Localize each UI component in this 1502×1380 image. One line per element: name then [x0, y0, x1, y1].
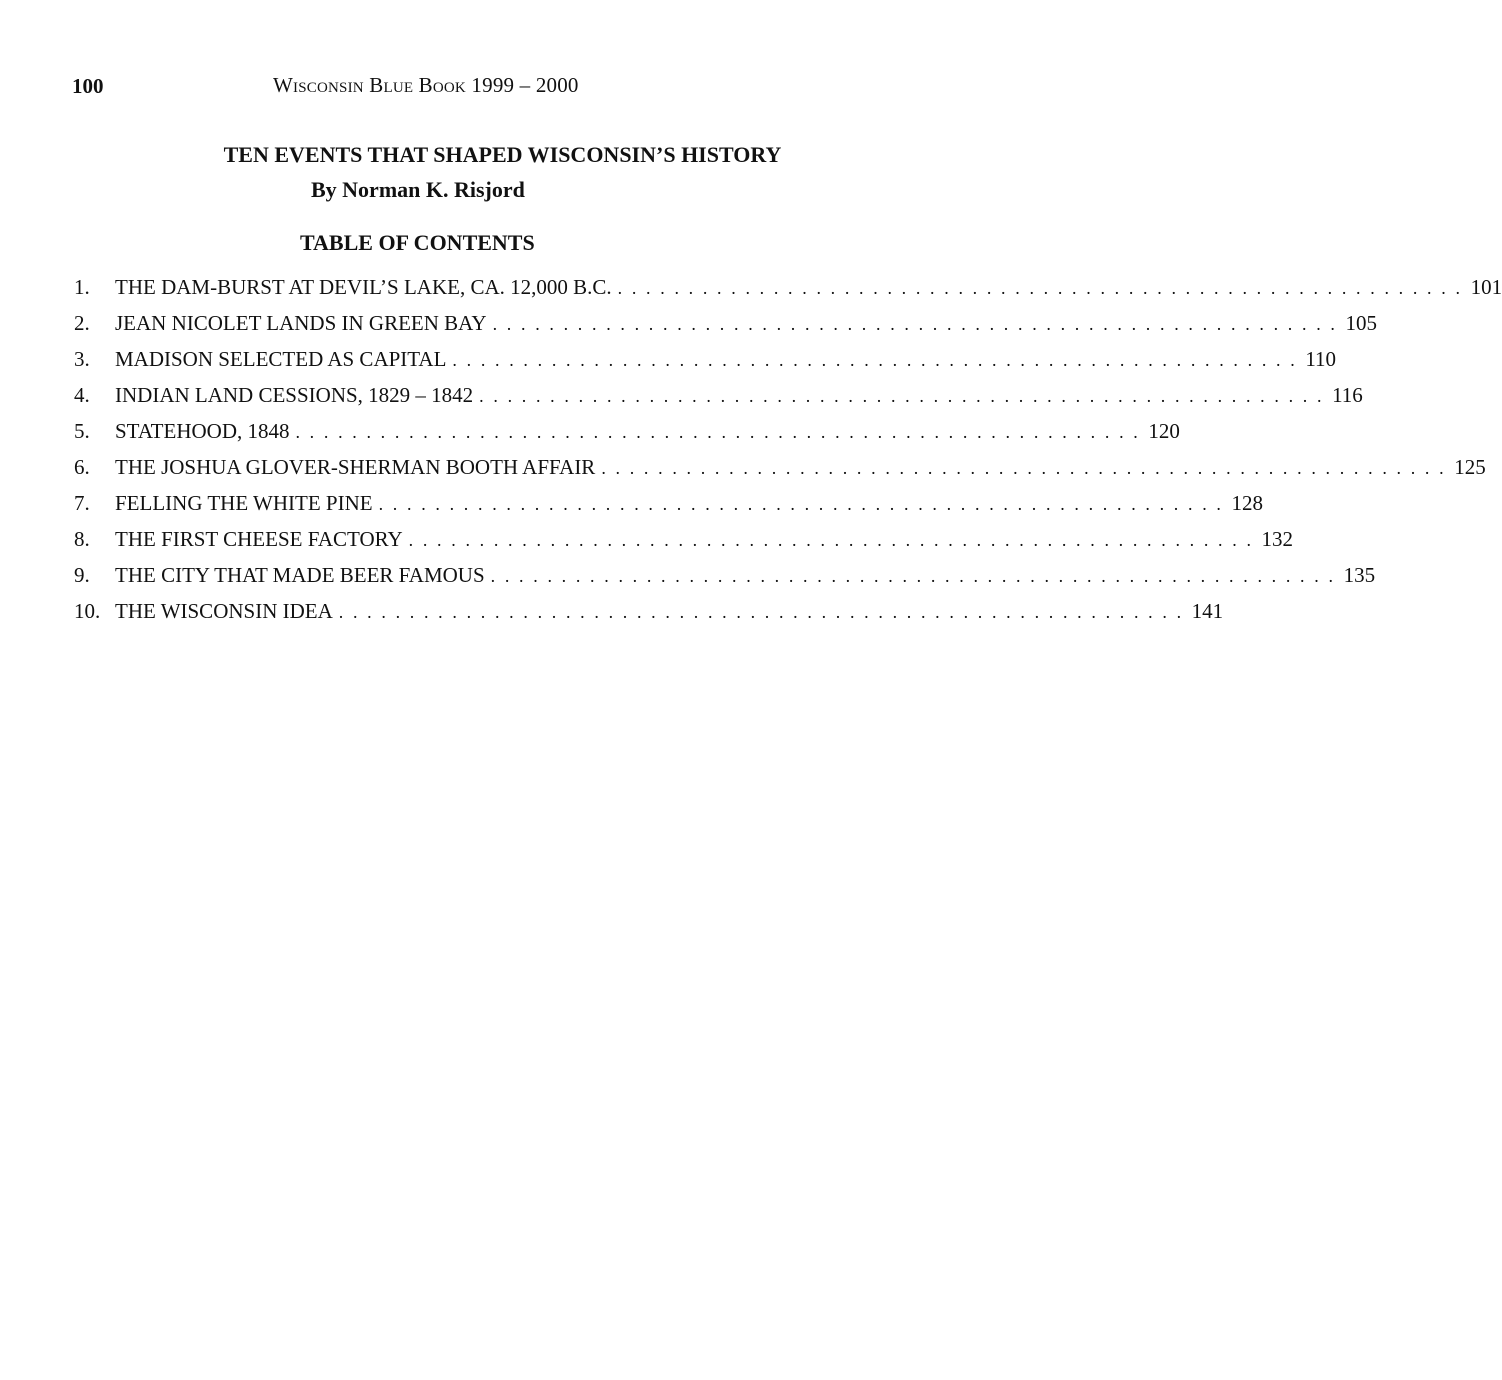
- toc-entry-page: 141: [1191, 599, 1224, 623]
- toc-entry-page: 105: [1345, 311, 1377, 335]
- toc-entry-page: 120: [1148, 419, 1180, 443]
- toc-entry-number: 7.: [74, 491, 90, 515]
- dot-leader: . . . . . . . . . . . . . . . . . . . . . . . . . . . . . . . . . . . . . . . . . . . . . . . . . . . . . . . . . . . .: [295, 422, 1141, 442]
- toc-entry-number: 4.: [74, 383, 90, 407]
- toc-entry-number: 5.: [74, 419, 90, 443]
- toc-entry-page: 101: [1470, 275, 1502, 299]
- dot-leader: . . . . . . . . . . . . . . . . . . . . . . . . . . . . . . . . . . . . . . . . . . . . . . . . . . . . . . . . . . . .: [490, 566, 1336, 586]
- toc-entry-number: 8.: [74, 527, 90, 551]
- toc-entry: [74, 599, 1224, 635]
- running-head: Wisconsin Blue Book 1999 – 2000: [273, 73, 579, 97]
- dot-leader: . . . . . . . . . . . . . . . . . . . . . . . . . . . . . . . . . . . . . . . . . . . . . . . . . . . . . . . . . . . .: [408, 530, 1254, 550]
- toc-entry-page: 110: [1305, 347, 1337, 371]
- dot-leader: . . . . . . . . . . . . . . . . . . . . . . . . . . . . . . . . . . . . . . . . . . . . . . . . . . . . . . . . . . . .: [452, 350, 1298, 370]
- toc-entry: [74, 311, 1377, 347]
- toc-entry-number: 9.: [74, 563, 90, 587]
- dot-leader: . . . . . . . . . . . . . . . . . . . . . . . . . . . . . . . . . . . . . . . . . . . . . . . . . . . . . . . . . . . .: [378, 494, 1224, 514]
- toc-entry: [74, 455, 1486, 491]
- table-of-contents: [74, 275, 1502, 635]
- toc-entry-title: FELLING THE WHITE PINE: [115, 491, 373, 515]
- toc-entry-title: JEAN NICOLET LANDS IN GREEN BAY: [115, 311, 487, 335]
- toc-entry-page: 132: [1261, 527, 1294, 551]
- dot-leader: . . . . . . . . . . . . . . . . . . . . . . . . . . . . . . . . . . . . . . . . . . . . . . . . . . . . . . . . . . . .: [617, 278, 1463, 298]
- article-title: TEN EVENTS THAT SHAPED WISCONSIN’S HISTORY: [223, 142, 782, 167]
- toc-entry-number: 1.: [74, 275, 90, 299]
- toc-entry: [74, 491, 1264, 527]
- article-byline: By Norman K. Risjord: [311, 177, 525, 202]
- toc-heading: TABLE OF CONTENTS: [300, 230, 535, 255]
- toc-entry: [74, 563, 1376, 599]
- toc-entry-page: 135: [1343, 563, 1376, 587]
- toc-entry-number: 3.: [74, 347, 90, 371]
- dot-leader: . . . . . . . . . . . . . . . . . . . . . . . . . . . . . . . . . . . . . . . . . . . . . . . . . . . . . . . . . . . .: [601, 458, 1447, 478]
- toc-entry: [74, 383, 1363, 419]
- page-number: 100: [72, 74, 104, 98]
- dot-leader: . . . . . . . . . . . . . . . . . . . . . . . . . . . . . . . . . . . . . . . . . . . . . . . . . . . . . . . . . . . .: [492, 314, 1338, 334]
- toc-entry-title: MADISON SELECTED AS CAPITAL: [115, 347, 447, 371]
- toc-entry-title: INDIAN LAND CESSIONS, 1829 – 1842: [115, 383, 474, 407]
- toc-entry-title: THE CITY THAT MADE BEER FAMOUS: [115, 563, 485, 587]
- toc-entry: [74, 275, 1502, 311]
- toc-entry-number: 6.: [74, 455, 90, 479]
- toc-entry-number: 10.: [74, 599, 101, 623]
- toc-entry-page: 125: [1454, 455, 1486, 479]
- toc-entry: [74, 419, 1180, 455]
- toc-entry: [74, 347, 1337, 383]
- toc-entry-title: THE JOSHUA GLOVER-SHERMAN BOOTH AFFAIR: [115, 455, 596, 479]
- toc-entry-title: THE DAM-BURST AT DEVIL’S LAKE, CA. 12,000 B.C.: [115, 275, 612, 299]
- toc-entry-number: 2.: [74, 311, 90, 335]
- toc-entry-title: THE WISCONSIN IDEA: [115, 599, 333, 623]
- toc-entry: [74, 527, 1294, 563]
- dot-leader: . . . . . . . . . . . . . . . . . . . . . . . . . . . . . . . . . . . . . . . . . . . . . . . . . . . . . . . . . . . .: [479, 386, 1325, 406]
- dot-leader: . . . . . . . . . . . . . . . . . . . . . . . . . . . . . . . . . . . . . . . . . . . . . . . . . . . . . . . . . . . .: [338, 602, 1184, 622]
- toc-entry-title: STATEHOOD, 1848: [115, 419, 290, 443]
- toc-entry-page: 116: [1332, 383, 1363, 407]
- toc-entry-page: 128: [1231, 491, 1264, 515]
- toc-entry-title: THE FIRST CHEESE FACTORY: [115, 527, 403, 551]
